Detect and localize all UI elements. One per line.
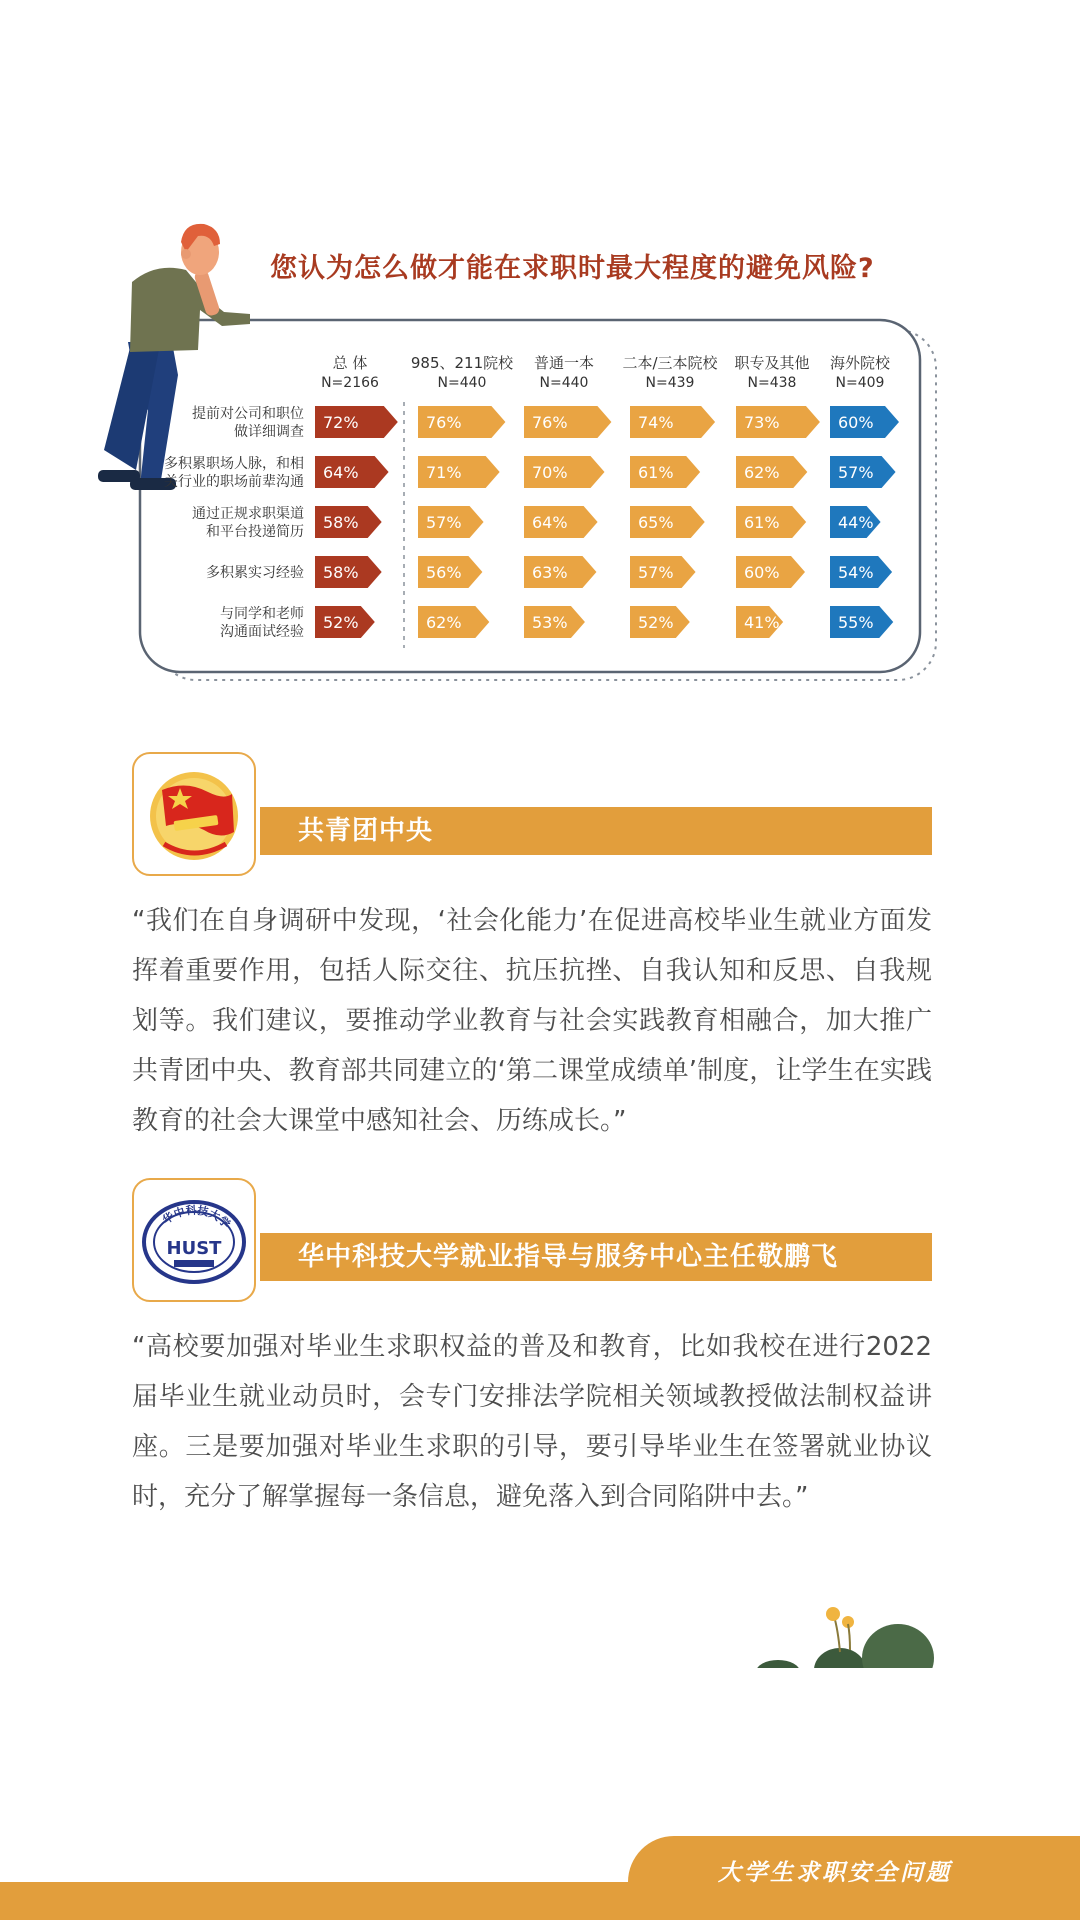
column-header-3: 二本/三本院校 xyxy=(622,354,718,372)
hust-logo-text: HUST xyxy=(166,1238,222,1259)
column-n-4: N=438 xyxy=(747,375,797,391)
data-label: 64% xyxy=(532,513,568,532)
data-label: 53% xyxy=(532,613,568,632)
column-header-2: 普通一本 xyxy=(533,354,595,372)
row-label: 和平台投递简历 xyxy=(206,524,304,540)
column-header-0: 总 体 xyxy=(332,354,368,372)
data-label: 54% xyxy=(838,563,874,582)
data-label: 57% xyxy=(426,513,462,532)
data-label: 62% xyxy=(426,613,462,632)
data-label: 60% xyxy=(744,563,780,582)
data-label: 52% xyxy=(638,613,674,632)
row-label: 多积累实习经验 xyxy=(206,565,304,581)
hust-logo-arc-text: 华中科技大学 xyxy=(160,1203,233,1231)
plant-decoration-icon xyxy=(740,1600,940,1674)
section-cyl-quote: “我们在自身调研中发现，‘社会化能力’在促进高校毕业生就业方面发挥着重要作用，包括人际交往、抗压抗挫、自我认知和反思、自我规划等。我们建议，要推动学业教育与社会实践教育相融合，加大推广共青团中央、教育部共同建立的‘第二课堂成绩单’制度，让学生在实践教育的社会大课堂中感知社会、历练成长。” xyxy=(132,906,932,1136)
row-label: 多积累职场人脉，和相 xyxy=(164,456,304,472)
column-n-1: N=440 xyxy=(437,375,487,391)
data-label: 65% xyxy=(638,513,674,532)
data-label: 60% xyxy=(838,413,874,432)
data-label: 61% xyxy=(638,463,674,482)
row-label: 提前对公司和职位 xyxy=(192,406,304,422)
section-cyl-title: 共青团中央 xyxy=(260,807,932,855)
data-label: 58% xyxy=(323,513,359,532)
chart-title: 您认为怎么做才能在求职时最大程度的避免风险? xyxy=(270,253,875,284)
row-label: 关行业的职场前辈沟通 xyxy=(164,474,304,490)
data-label: 62% xyxy=(744,463,780,482)
data-label: 57% xyxy=(638,563,674,582)
column-n-0: N=2166 xyxy=(321,375,379,391)
data-label: 73% xyxy=(744,413,780,432)
section-hust-header xyxy=(132,1178,932,1306)
data-label: 64% xyxy=(323,463,359,482)
cyl-emblem-icon xyxy=(134,754,254,874)
column-header-1: 985、211院校 xyxy=(410,354,514,372)
cyl-logo xyxy=(132,752,256,876)
data-label: 76% xyxy=(426,413,462,432)
row-label: 做详细调查 xyxy=(234,424,304,440)
row-label: 沟通面试经验 xyxy=(220,624,304,640)
section-hust-title: 华中科技大学就业指导与服务中心主任敬鹏飞 xyxy=(260,1233,932,1281)
column-header-4: 职专及其他 xyxy=(734,354,810,372)
data-label: 74% xyxy=(638,413,674,432)
column-header-5: 海外院校 xyxy=(829,354,891,372)
hust-logo xyxy=(132,1178,256,1302)
row-label: 通过正规求职渠道 xyxy=(192,506,304,522)
data-label: 56% xyxy=(426,563,462,582)
data-label: 63% xyxy=(532,563,568,582)
data-label: 55% xyxy=(838,613,874,632)
column-n-3: N=439 xyxy=(645,375,695,391)
data-label: 61% xyxy=(744,513,780,532)
data-label: 58% xyxy=(323,563,359,582)
data-label: 70% xyxy=(532,463,568,482)
footer-title: 大学生求职安全问题 xyxy=(718,1860,952,1886)
survey-chart xyxy=(0,220,1080,700)
data-label: 41% xyxy=(744,613,780,632)
data-label: 72% xyxy=(323,413,359,432)
column-n-2: N=440 xyxy=(539,375,589,391)
section-hust-quote: “高校要加强对毕业生求职权益的普及和教育，比如我校在进行2022届毕业生就业动员时，会专门安排法学院相关领域教授做法制权益讲座。三是要加强对毕业生求职的引导，要引导毕业生在签署就业协议时，充分了解掌握每一条信息，避免落入到合同陷阱中去。” xyxy=(132,1332,932,1512)
data-label: 57% xyxy=(838,463,874,482)
data-label: 76% xyxy=(532,413,568,432)
data-label: 52% xyxy=(323,613,359,632)
hust-emblem-icon xyxy=(134,1180,254,1300)
data-label: 71% xyxy=(426,463,462,482)
row-label: 与同学和老师 xyxy=(220,606,304,622)
section-cyl-header xyxy=(132,752,932,880)
column-n-5: N=409 xyxy=(835,375,885,391)
data-label: 44% xyxy=(838,513,874,532)
